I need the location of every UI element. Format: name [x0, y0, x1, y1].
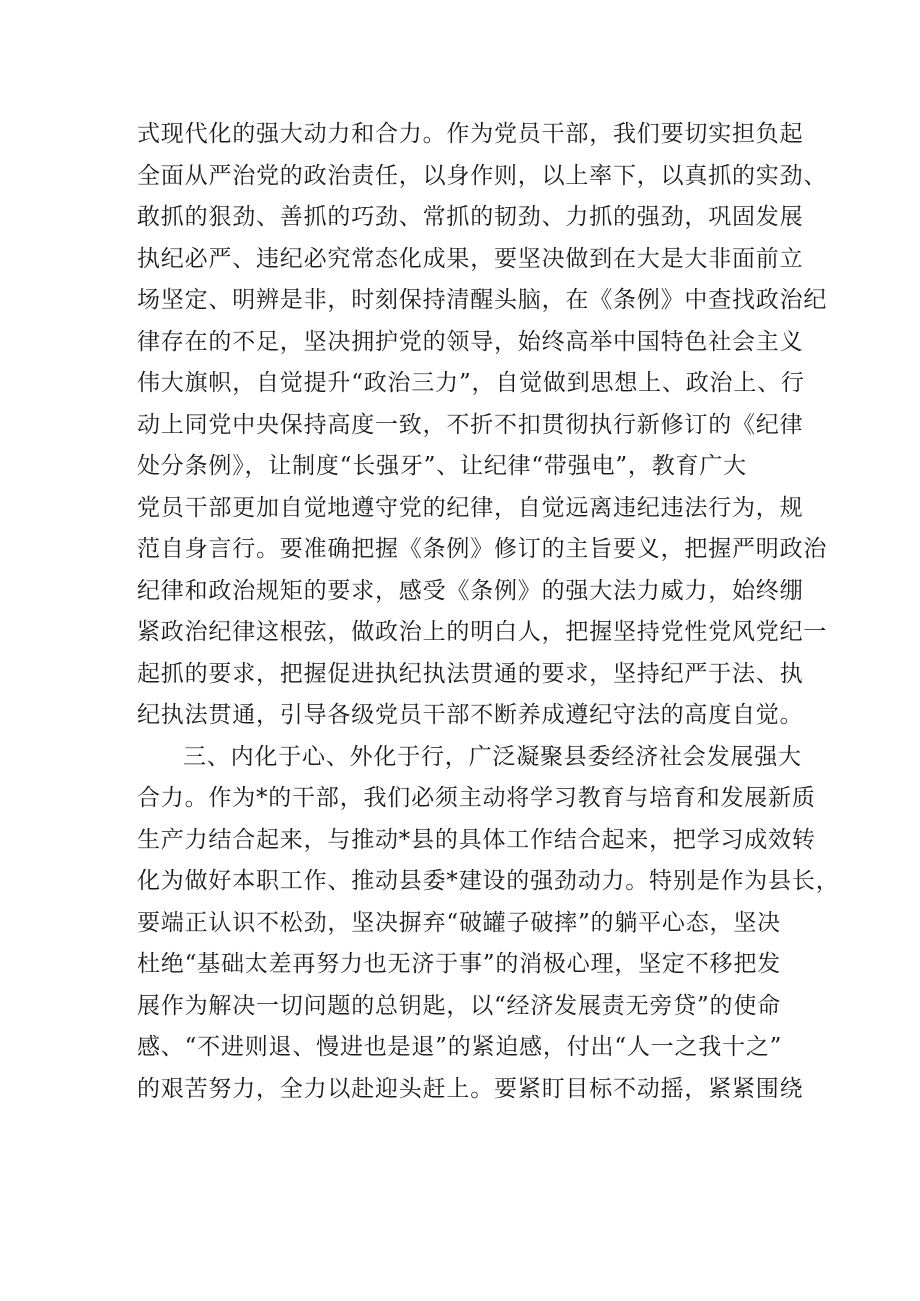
text-line: 杜绝“基础太差再努力也无济于事”的消极心理，坚定不移把发	[137, 951, 781, 977]
text-line: 敢抓的狠劲、善抓的巧劲、常抓的韧劲、力抓的强劲，巩固发展	[137, 204, 804, 230]
text-line: 合力。作为*的干部，我们必须主动将学习教育与培育和发展新质	[137, 785, 816, 811]
text-line: 生产力结合起来，与推动*县的具体工作结合起来，把学习成效转	[137, 826, 816, 853]
text-line: 场坚定、明辨是非，时刻保持清醒头脑，在《条例》中查找政治纪	[137, 287, 828, 313]
text-line: 要端正认识不松劲，坚决摒弃“破罐子破摔”的躺平心态，坚决	[137, 909, 781, 936]
text-line: 紧政治纪律这根弦，做政治上的明白人，把握坚持党性党风党纪一	[137, 619, 828, 645]
text-line: 执纪必严、违纪必究常态化成果，要坚决做到在大是大非面前立	[137, 245, 804, 272]
body-text	[137, 114, 840, 1110]
text-line: 化为做好本职工作、推动县委*建设的强劲动力。特别是作为县长，	[137, 868, 840, 894]
text-line: 全面从严治党的政治责任，以身作则，以上率下，以真抓的实劲、	[137, 162, 828, 189]
section-heading-line: 三、内化于心、外化于行，广泛凝聚县委经济社会发展强大	[183, 743, 802, 770]
text-line: 律存在的不足，坚决拥护党的领导，始终高举中国特色社会主义	[137, 328, 804, 355]
text-line: 处分条例》，让制度“长强牙”、让纪律“带强电”，教育广大	[137, 453, 747, 479]
text-line: 动上同党中央保持高度一致，不折不扣贯彻执行新修订的《纪律	[137, 411, 804, 438]
text-line: 范自身言行。要准确把握《条例》修订的主旨要义，把握严明政治	[137, 536, 828, 562]
text-line: 的艰苦努力，全力以赴迎头赶上。要紧盯目标不动摇，紧紧围绕	[137, 1075, 804, 1102]
text-line: 展作为解决一切问题的总钥匙，以“经济发展责无旁贷”的使命	[137, 992, 781, 1019]
text-line: 纪执法贯通，引导各级党员干部不断养成遵纪守法的高度自觉。	[137, 702, 804, 728]
text-line: 纪律和政治规矩的要求，感受《条例》的强大法力威力，始终绷	[137, 577, 804, 604]
text-line: 式现代化的强大动力和合力。作为党员干部，我们要切实担负起	[137, 121, 804, 147]
text-line: 感、“不进则退、慢进也是退”的紧迫感，付出“人一之我十之”	[137, 1034, 783, 1060]
text-line: 党员干部更加自觉地遵守党的纪律，自觉远离违纪违法行为，规	[137, 494, 804, 521]
text-line: 伟大旗帜，自觉提升“政治三力”，自觉做到思想上、政治上、行	[137, 370, 805, 396]
text-line: 起抓的要求，把握促进执纪执法贯通的要求，坚持纪严于法、执	[137, 660, 804, 687]
